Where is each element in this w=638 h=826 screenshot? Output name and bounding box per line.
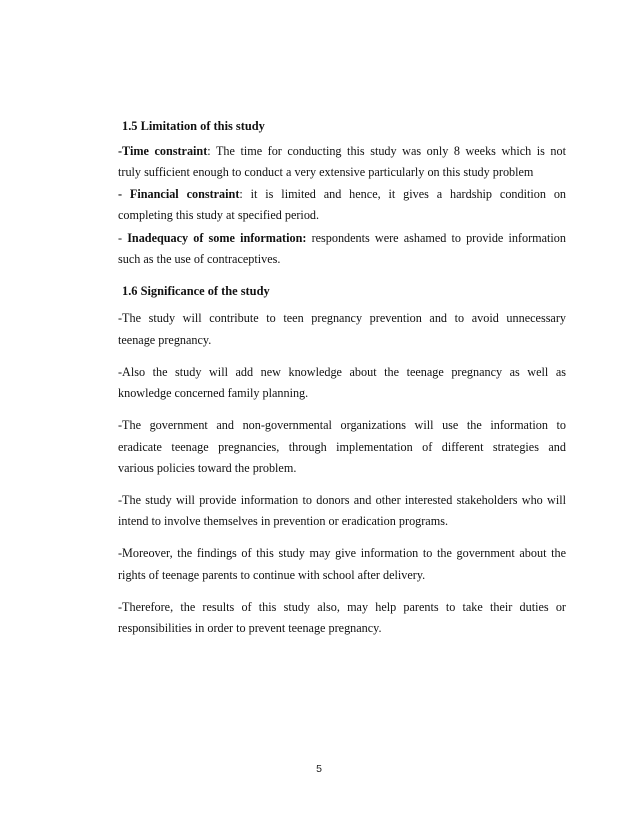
- inadequacy-text: respondents were ashamed to provide information: [306, 231, 566, 245]
- time-constraint-text: : The time for conducting this study was only 8 weeks which is not: [207, 144, 566, 158]
- significance-p6-line2: responsibilities in order to prevent teenage pregnancy.: [118, 621, 382, 635]
- significance-p3-line3: various policies toward the problem.: [118, 461, 297, 475]
- significance-p1-line1: -The study will contribute to teen pregnancy prevention and to avoid unnecessary: [118, 311, 566, 325]
- time-constraint-label: -Time constraint: [118, 144, 208, 158]
- paragraph-financial-constraint-line2: completing this study at specified period.: [118, 208, 320, 222]
- significance-p2-line1: -Also the study will add new knowledge about the teenage pregnancy as well as: [118, 365, 566, 379]
- financial-constraint-text: : it is limited and hence, it gives a hardship condition on: [239, 187, 567, 201]
- significance-p4-line1: -The study will provide information to donors and other interested stakeholders who will: [118, 493, 566, 507]
- paragraph-time-constraint-line1: [118, 143, 566, 159]
- significance-p1-line2: teenage pregnancy.: [118, 333, 212, 347]
- paragraph-financial-constraint-line1: [118, 186, 566, 202]
- section-heading-significance: 1.6 Significance of the study: [122, 284, 270, 298]
- inadequacy-prefix: -: [118, 231, 128, 245]
- significance-p3-line2: eradicate teenage pregnancies, through implementation of different strategies and: [118, 440, 566, 454]
- financial-constraint-label: - Financial constraint: [118, 187, 240, 201]
- paragraph-time-constraint-line2: truly sufficient enough to conduct a very extensive particularly on this study problem: [118, 165, 534, 179]
- significance-p5-line2: rights of teenage parents to continue with school after delivery.: [118, 568, 426, 582]
- significance-p2-line2: knowledge concerned family planning.: [118, 386, 309, 400]
- paragraph-inadequacy-line1: [118, 230, 566, 246]
- paragraph-inadequacy-line2: such as the use of contraceptives.: [118, 252, 281, 266]
- inadequacy-label: Inadequacy of some information:: [127, 231, 307, 245]
- page-number: 5: [316, 763, 322, 775]
- section-heading-limitation: 1.5 Limitation of this study: [122, 119, 265, 133]
- significance-p3-line1: -The government and non-governmental organizations will use the information to: [118, 418, 566, 432]
- significance-p5-line1: -Moreover, the findings of this study may give information to the government about the: [118, 546, 566, 560]
- significance-p4-line2: intend to involve themselves in prevention or eradication programs.: [118, 514, 448, 528]
- significance-p6-line1: -Therefore, the results of this study also, may help parents to take their duties or: [118, 600, 566, 614]
